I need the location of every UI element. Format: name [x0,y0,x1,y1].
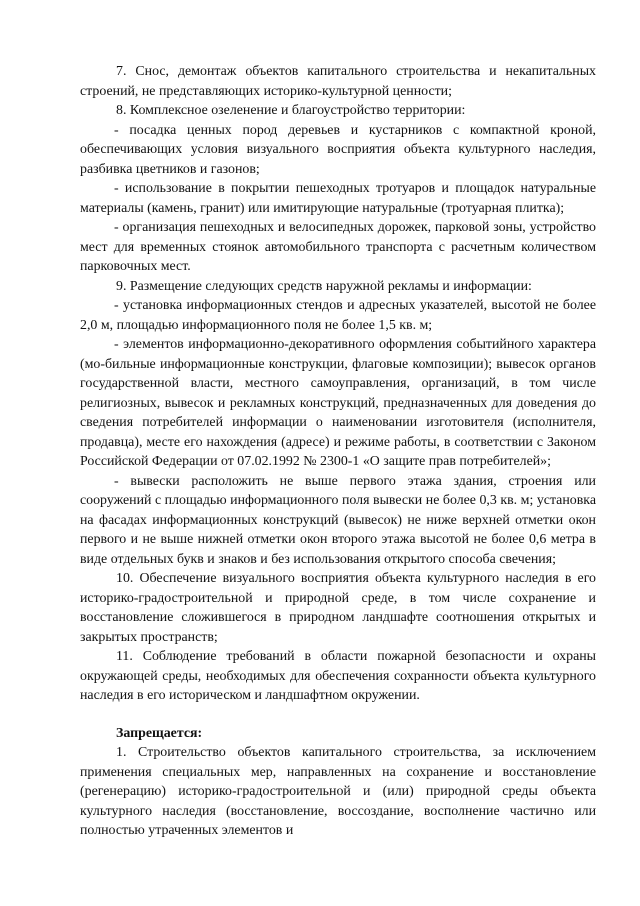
paragraph-item-7: 7. Снос, демонтаж объектов капитального строительства и некапитальных строений, не представляющих историко-культурной ценности; [80,64,596,99]
paragraph-item-9-stands: - установка информационных стендов и адресных указателей, высотой не более 2,0 м, площадью информационного поля не более 1,5 кв. м; [80,298,596,333]
paragraph-item-9: 9. Размещение следующих средств наружной рекламы и информации: [116,278,532,294]
paragraph-item-8-paths: - организация пешеходных и велосипедных дорожек, парковой зоны, устройство мест для временных стоянок автомобильного транспорта с расчетным количеством парковочных мест. [80,220,596,274]
section-spacer [80,706,596,724]
paragraph-item-8: 8. Комплексное озеленение и благоустройство территории: [116,103,466,118]
paragraph-item-8-paving: - использование в покрытии пешеходных тротуаров и площадок натуральные материалы (камень, гранит) или имитирующие натуральные (тротуарная плитка); [80,181,596,216]
paragraph-item-8-planting: - посадка ценных пород деревьев и кустарников с компактной кроной, обеспечивающих условия визуального восприятия объекта культурного наследия, разбивка цветников и газонов; [80,122,596,177]
paragraph-item-10: 10. Обеспечение визуального восприятия объекта культурного наследия в его историко-градостроительной и природной среде, в том числе сохранение и восстановление сложившегося в природном ландшафте соотношения открытых и закрытых пространств; [80,571,596,645]
paragraph-prohibited-1: 1. Строительство объектов капитального строительства, за исключением применения специальных мер, направленных на сохранение и восстановление (регенерацию) историко-градостроительной и (или) природной среды объекта культурного наследия (восстановление, воссоздание, восполнение частично или полностью утраченных элементов и [80,745,596,838]
prohibited-heading: Запрещается: [116,725,203,741]
document-page [80,62,596,841]
paragraph-item-9-decorative: - элементов информационно-декоративного оформления событийного характера (мо-бильные информационные конструкции, флаговые композиции); вывесок органов государственной власти, местного самоуправления, организаций, в том числе религиозных, вывесок и рекламных конструкций, предназначенных для доведения до сведения потребителей информации о наименовании изготовителя (исполнителя, продавца), месте его нахождения (адресе) и режиме работы, в соответствии с Законом Российской Федерации от 07.02.1992 № 2300-1 «О защите прав потребителей»; [80,337,596,469]
paragraph-item-11: 11. Соблюдение требований в области пожарной безопасности и охраны окружающей среды, необходимых для обеспечения сохранности объекта культурного наследия в его историческом и ландшафтном окружении. [80,649,596,703]
paragraph-item-9-signboards: - вывески расположить не выше первого этажа здания, строения или сооружений с площадью информационного поля вывески не более 0,3 кв. м; установка на фасадах информационных конструкций (вывесок) не ниже верхней отметки окон первого и не выше нижней отметки окон второго этажа высотой не более 0,6 метра в виде отдельных букв и знаков и без использования открытого способа свечения; [80,473,596,567]
